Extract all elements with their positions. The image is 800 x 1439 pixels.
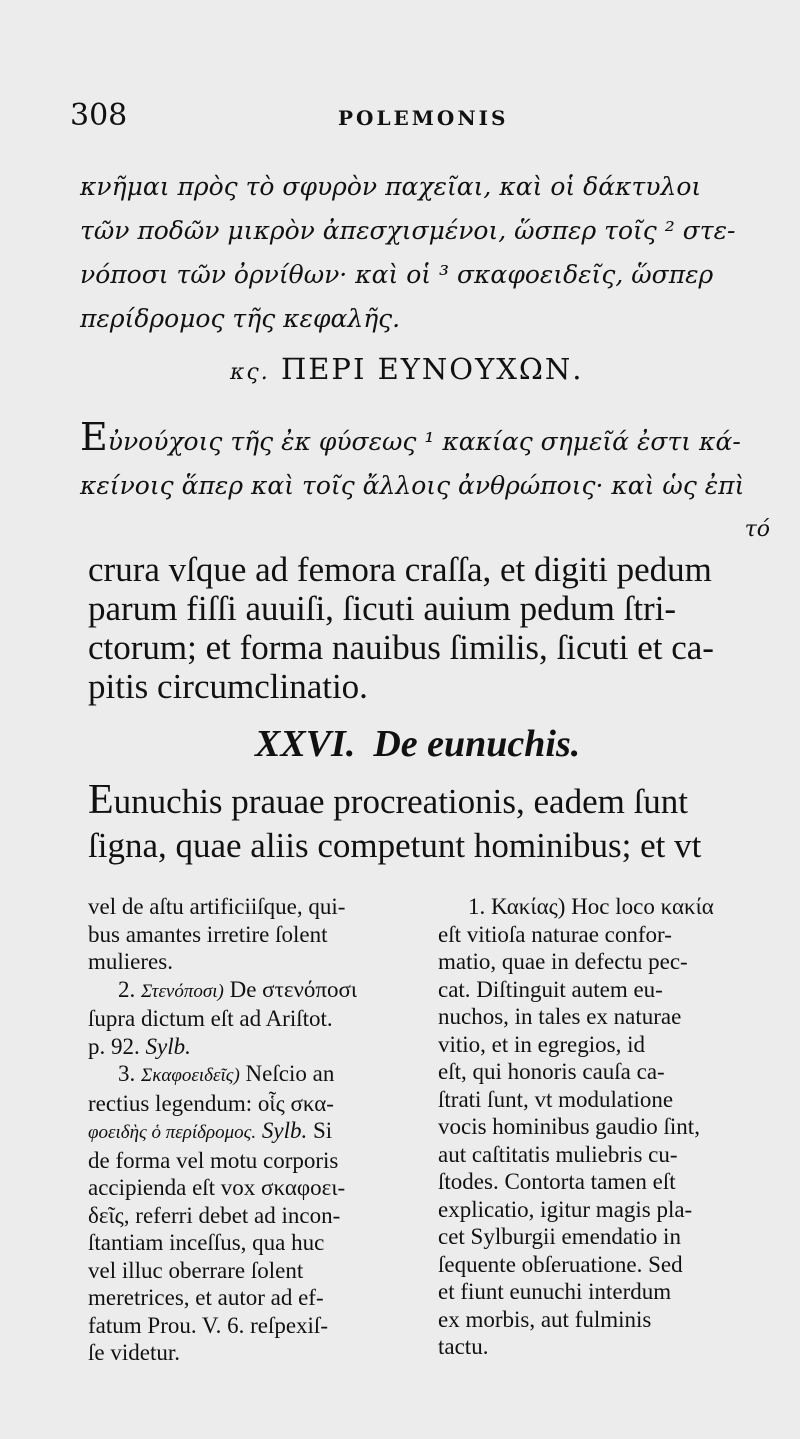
greek-initial: Ε [80, 415, 108, 459]
note-line: cet Sylburgii emendatio in [438, 1224, 681, 1249]
note-text: De στενόποσι [223, 976, 358, 1002]
note-text: p. 92. [88, 1033, 146, 1059]
latin-line-text: unuchis prauae procreationis, eadem ſunt [113, 782, 689, 821]
note-line: et fiunt eunuchi interdum [438, 1279, 672, 1304]
latin-translation [88, 550, 768, 706]
note-lemma: Σκαφοειδεῖς) [141, 1065, 240, 1086]
note-line: ſe videtur. [88, 1340, 180, 1365]
note-line: rectius legendum: οἷς σκα- [88, 1090, 334, 1116]
greek-line: τῶν ποδῶν μικρὸν ἀπεσχισμένοι, ὥσπερ τοῖς ² στε- [80, 216, 736, 245]
note-line: vitio, et in egregios, id [438, 1031, 645, 1057]
note-line: vocis hominibus gaudio ſint, [438, 1114, 700, 1139]
footnotes-left-column [88, 893, 418, 1367]
note-greek: φοειδὴς ὁ περίδρομος. [88, 1122, 257, 1143]
note-line [88, 1117, 418, 1147]
note-signature: Sylb. [145, 1033, 191, 1059]
note-line: ſtodes. Contorta tamen eſt [438, 1169, 676, 1194]
note-line: eſt, qui honoris cauſa ca- [438, 1059, 665, 1084]
greek-section-heading [230, 352, 584, 386]
note-lemma: Στενόποσι) [141, 980, 224, 1002]
note-line: mulieres. [88, 949, 173, 974]
greek-line: κείνοις ἅπερ καὶ τοῖς ἄλλοις ἀνθρώποις· καὶ ὡς ἐπὶ [80, 471, 745, 500]
note-text: Neſcio an [239, 1061, 335, 1086]
note-line: tactu. [438, 1334, 489, 1359]
note-line [88, 1033, 418, 1061]
note-line: de forma vel motu corporis [88, 1147, 339, 1173]
note-line: ex morbis, aut fulminis [438, 1306, 652, 1332]
note-line: bus amantes irretire ſolent [88, 921, 328, 947]
greek-section-title: ΠΕΡΙ ΕΥΝΟΥΧΩΝ. [280, 352, 584, 386]
greek-line: νόποσι τῶν ὀρνίθων· καὶ οἱ ³ σκαφοειδεῖς, ὥσπερ [80, 260, 714, 289]
note-line: vel illuc oberrare ſolent [88, 1257, 304, 1283]
latin-section-title: De eunuchis. [373, 723, 581, 765]
latin-line [88, 778, 778, 824]
greek-section-number: κς. [230, 360, 270, 385]
note-line: meretrices, et autor ad ef- [88, 1285, 324, 1310]
note-label: 3. [118, 1061, 141, 1086]
greek-line: κνῆμαι πρὸς τὸ σφυρὸν παχεῖαι, καὶ οἱ δάκτυλοι [80, 172, 702, 201]
note-line: ſupra dictum eſt ad Ariſtot. [88, 1006, 333, 1031]
note-line: aut caſtitatis muliebris cu- [438, 1141, 678, 1167]
note-line: ſtrati ſunt, vt modulatione [438, 1086, 674, 1112]
note-2 [88, 976, 418, 1006]
latin-line: pitis circumclinatio. [88, 667, 368, 706]
page-number: 308 [70, 98, 128, 133]
note-line: ſtantiam inceſſus, qua huc [88, 1230, 325, 1255]
note-line: δεῖς, referri debet ad incon- [88, 1202, 341, 1228]
note-line: ſequente obſeruatione. Sed [438, 1251, 683, 1277]
catchword: τό [744, 517, 770, 542]
note-line: accipienda eſt vox σκαφοει- [88, 1175, 346, 1200]
running-title: POLEMONIS [338, 106, 509, 130]
note-line: explicatio, igitur magis pla- [438, 1196, 693, 1222]
latin-line: ctorum; et forma nauibus ſimilis, ſicuti et ca- [88, 628, 714, 667]
greek-text-top [80, 165, 770, 341]
footnotes-right-column [438, 893, 778, 1361]
note-label: 2. [118, 976, 141, 1002]
greek-line: περίδρομος τῆς κεφαλῆς. [80, 304, 401, 333]
latin-initial: E [88, 777, 114, 823]
latin-section-heading [255, 722, 580, 766]
note-line: nuchos, in tales ex naturae [438, 1004, 682, 1029]
note-3 [88, 1060, 418, 1090]
latin-paragraph [88, 778, 778, 868]
latin-line: crura vſque ad femora craſſa, et digiti pedum [88, 550, 712, 589]
note-line: eſt vitioſa naturae confor- [438, 921, 672, 947]
note-signature: Sylb. [261, 1118, 308, 1143]
running-head [70, 98, 740, 138]
note-1: 1. Κακίας) Hoc loco κακία [468, 894, 714, 919]
greek-paragraph [80, 415, 770, 552]
note-line: matio, quae in defectu pec- [438, 949, 688, 974]
latin-section-number: XXVI. [255, 723, 356, 765]
note-text: Si [307, 1118, 333, 1143]
latin-line: parum fiſſi auuiſi, ſicuti auium pedum ſtri- [88, 589, 677, 628]
greek-line [80, 415, 770, 464]
note-line: vel de aſtu artificiiſque, qui- [88, 894, 346, 919]
latin-line: ſigna, quae aliis competunt hominibus; et vt [88, 826, 702, 865]
note-line: fatum Prou. V. 6. reſpexiſ- [88, 1312, 328, 1338]
greek-line-text: ὐνούχοις τῆς ἐκ φύσεως ¹ κακίας σημεῖά ἐστι κά- [107, 427, 741, 456]
note-line: cat. Diſtinguit autem eu- [438, 976, 663, 1002]
